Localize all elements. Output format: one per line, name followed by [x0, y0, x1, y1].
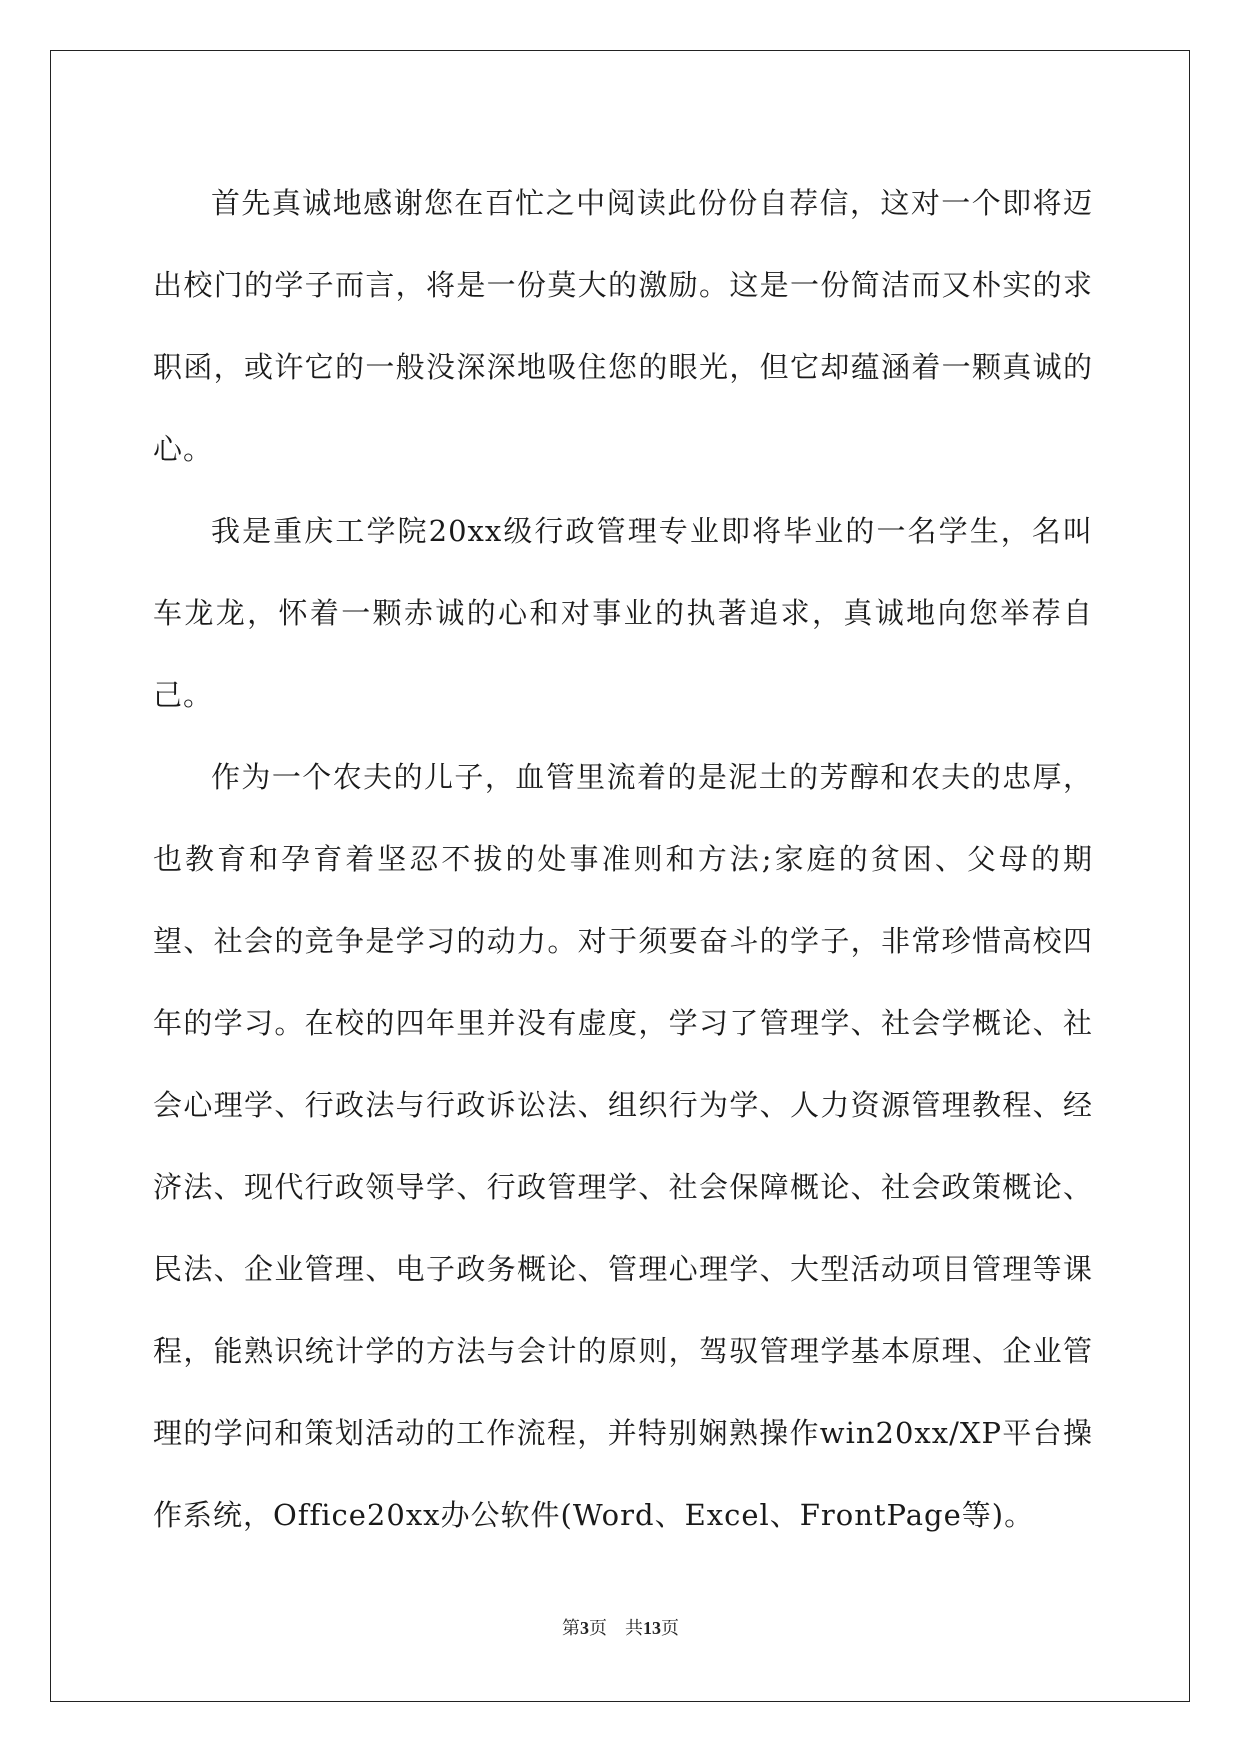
page-suffix: 页 — [589, 1618, 607, 1639]
paragraph-1: 首先真诚地感谢您在百忙之中阅读此份份自荐信，这对一个即将迈出校门的学子而言，将是一份莫大的激励。这是一份简洁而又朴实的求职函，或许它的一般没深深地吸住您的眼光，但它却蕴涵着一颗真诚的心。 — [153, 186, 1093, 466]
paragraph-3: 作为一个农夫的儿子，血管里流着的是泥土的芳醇和农夫的忠厚，也教育和孕育着坚忍不拔的处事准则和方法;家庭的贫困、父母的期望、社会的竞争是学习的动力。对于须要奋斗的学子，非常珍惜高校四年的学习。在校的四年里并没有虚度，学习了管理学、社会学概论、社会心理学、行政法与行政诉讼法、组织行为学、人力资源管理教程、经济法、现代行政领导学、行政管理学、社会保障概论、社会政策概论、民法、企业管理、电子政务概论、管理心理学、大型活动项目管理等课程，能熟识统计学的方法与会计的原则，驾驭管理学基本原理、企业管理的学问和策划活动的工作流程，并特别娴熟操作win20xx/XP平台操作系统，Office20xx办公软件(Word、Excel、FrontPage等)。 — [153, 760, 1093, 1532]
total-pages: 13 — [643, 1618, 661, 1638]
document-body — [153, 162, 1093, 1556]
page-footer — [0, 1614, 1241, 1640]
total-suffix: 页 — [661, 1618, 679, 1639]
total-prefix: 共 — [625, 1618, 643, 1639]
paragraph-2: 我是重庆工学院20xx级行政管理专业即将毕业的一名学生，名叫车龙龙，怀着一颗赤诚的心和对事业的执著追求，真诚地向您举荐自己。 — [153, 514, 1093, 712]
page-prefix: 第 — [562, 1618, 580, 1639]
page-number: 3 — [580, 1618, 589, 1638]
